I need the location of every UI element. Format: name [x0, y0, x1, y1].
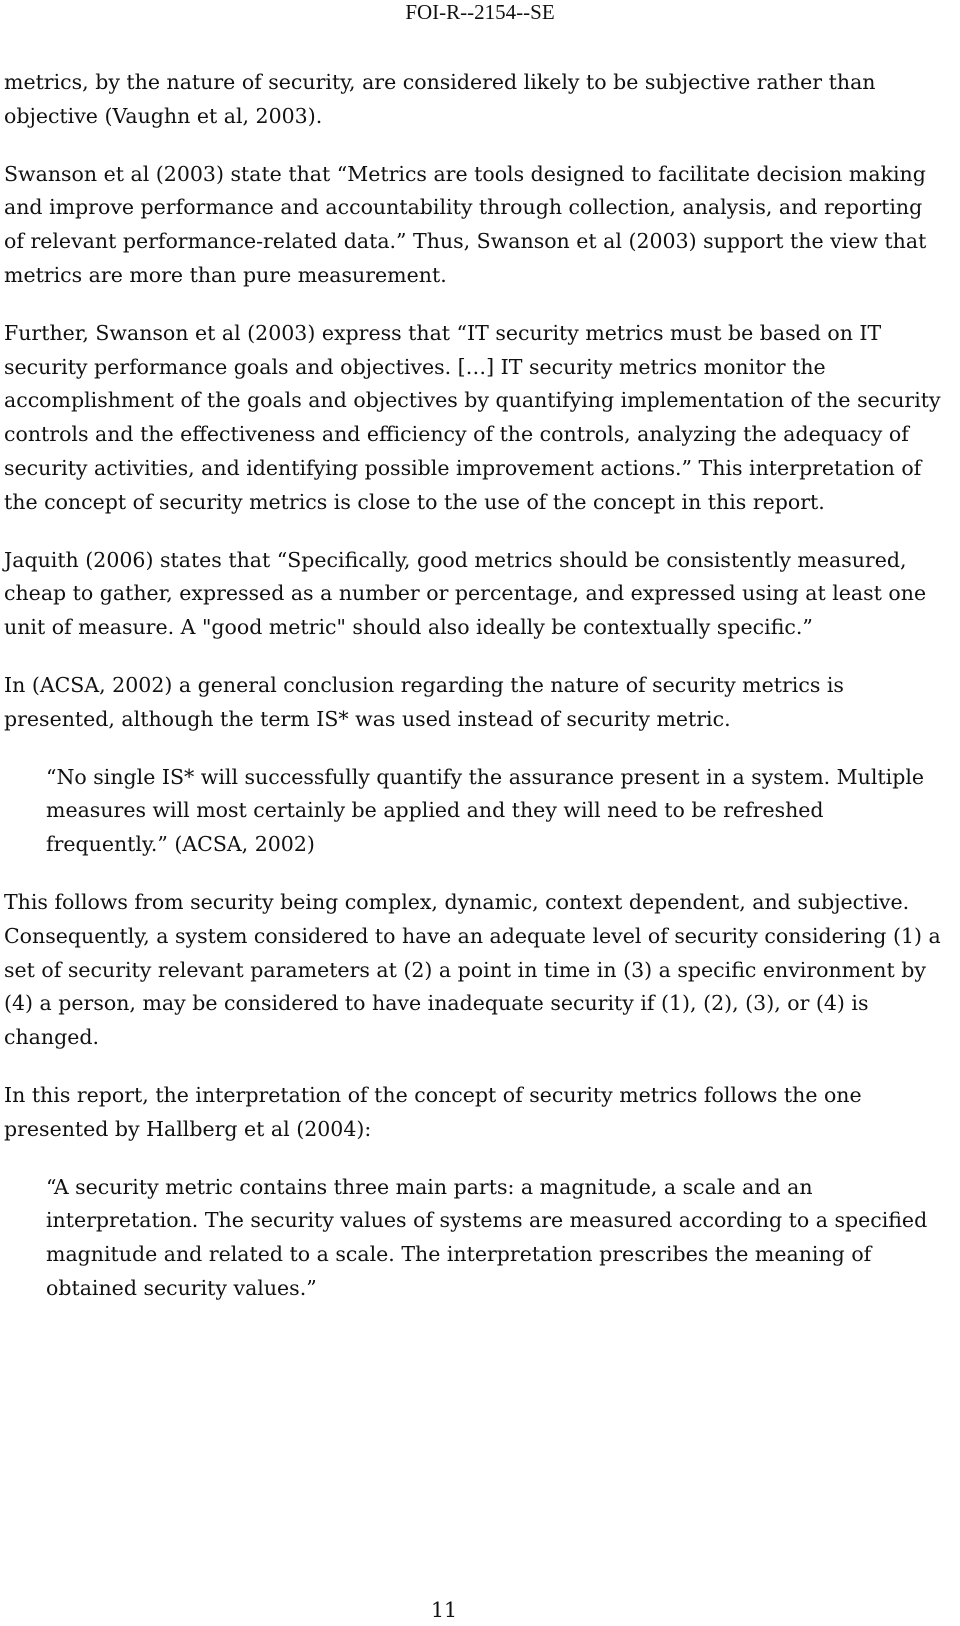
paragraph-hallberg-intro: In this report, the interpretation of the concept of security metrics follows the one presented by Hallberg et al (2004):: [4, 1082, 862, 1141]
paragraph-jaquith: Jaquith (2006) states that “Specifically, good metrics should be consistently measured, cheap to gather, expressed as a number or percentage, and expressed using at least one unit of measure. A "good metric" should also ideally be contextually specific.”: [4, 547, 927, 640]
paragraph-vaughn: metrics, by the nature of security, are considered likely to be subjective rather than objective (Vaughn et al, 2003).: [4, 70, 876, 128]
paragraph-acsa: In (ACSA, 2002) a general conclusion regarding the nature of security metrics is presented, although the term IS* was used instead of security metric.: [4, 672, 844, 731]
page-number: 11: [430, 1598, 458, 1622]
block-quote-acsa: “No single IS* will successfully quantify the assurance present in a system. Multiple measures will most certainly be applied and they will need to be refreshed frequently.” (ACSA, 2002): [46, 764, 925, 857]
paragraph-swanson-definition: Swanson et al (2003) state that “Metrics are tools designed to facilitate decision making and improve performance and accountability through collection, analysis, and reporting of relevant performance-related data.” Thus, Swanson et al (2003) support the view that metrics are more than pure measurement.: [4, 161, 927, 287]
paragraph-swanson-it-security: Further, Swanson et al (2003) express that “IT security metrics must be based on IT security performance goals and objectives. […] IT security metrics monitor the accomplishment of the goals and objectives by quantifying implementation of the security controls and the effectiveness and efficiency of the controls, analyzing the adequacy of security activities, and identifying possible improvement actions.” This interpretation of the concept of security metrics is close to the use of the concept in this report.: [4, 320, 941, 514]
page-body: [4, 66, 944, 1330]
paragraph-security-complexity: This follows from security being complex, dynamic, context dependent, and subjective. Consequently, a system considered to have an adequate level of security considering (1) a set of security relevant parameters at (2) a point in time in (3) a specific environment by (4) a person, may be considered to have inadequate security if (1), (2), (3), or (4) is changed.: [4, 889, 941, 1050]
block-quote-hallberg: “A security metric contains three main parts: a magnitude, a scale and an interpretation. The security values of systems are measured according to a specified magnitude and related to a scale. The interpretation prescribes the meaning of obtained security values.”: [46, 1174, 928, 1300]
document-id-header: FOI-R--2154--SE: [405, 0, 555, 24]
